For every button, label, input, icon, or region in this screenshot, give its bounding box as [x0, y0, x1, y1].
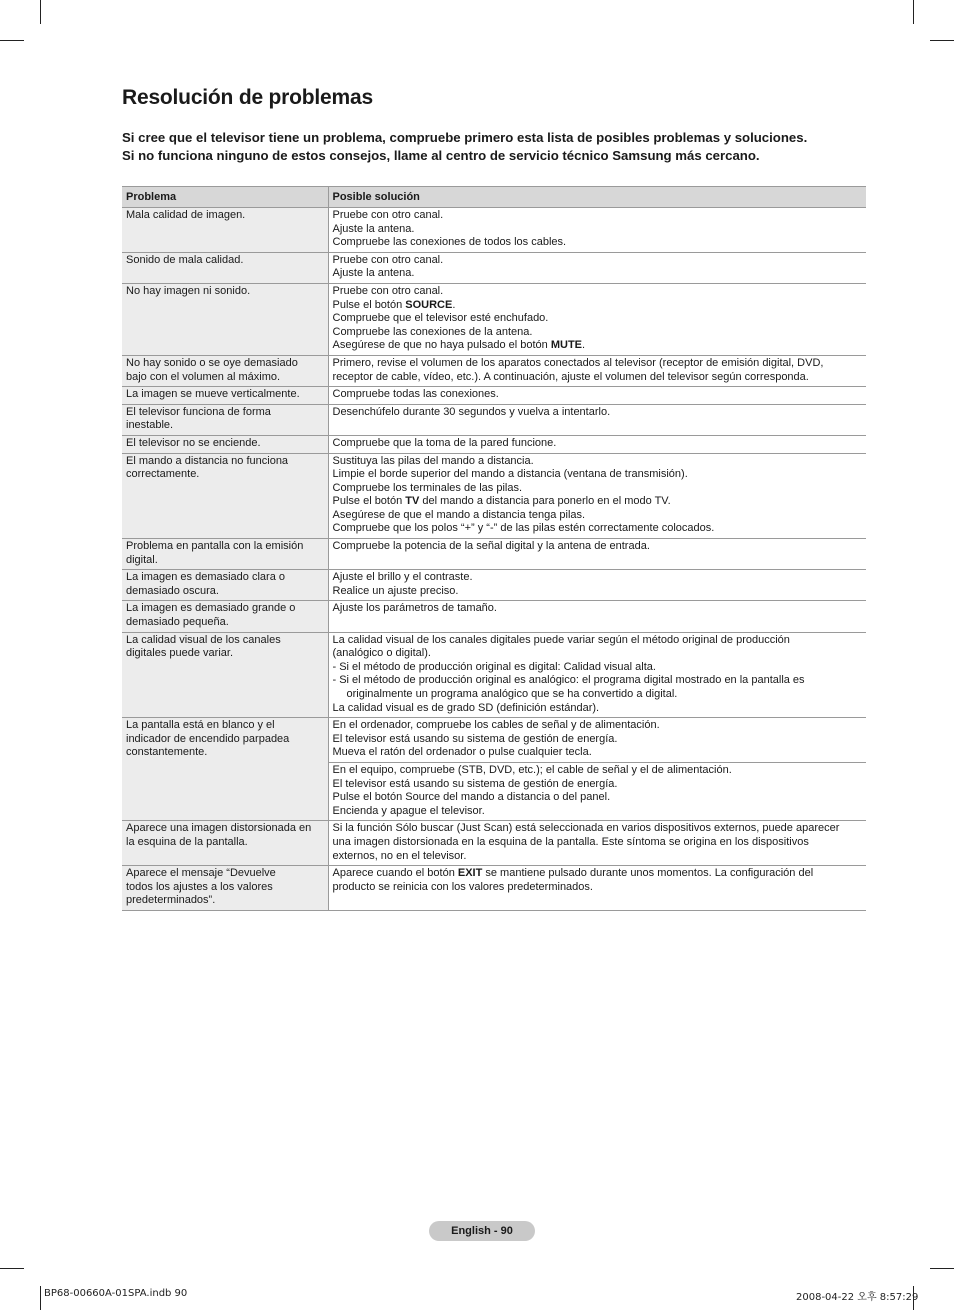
table-row	[122, 252, 866, 283]
problem-line: Problema en pantalla con la emisión	[126, 540, 304, 553]
problem-line: La imagen es demasiado grande o	[126, 602, 296, 615]
solution-cell	[328, 632, 866, 718]
problem-cell	[122, 283, 328, 355]
problem-line: demasiado oscura.	[126, 584, 219, 597]
solution-line: Desenchúfelo durante 30 segundos y vuelva a intentarlo.	[332, 405, 611, 418]
problem-cell	[122, 387, 328, 405]
solution-cell	[328, 821, 866, 866]
problem-line: Aparece una imagen distorsionada en	[126, 822, 312, 835]
solution-cell	[328, 435, 866, 453]
solution-cell	[328, 252, 866, 283]
crop-mark	[0, 40, 24, 41]
problem-cell	[122, 208, 328, 253]
table-row	[122, 387, 866, 405]
solution-cell	[328, 570, 866, 601]
problem-cell	[122, 601, 328, 632]
solution-text: del mando a distancia para ponerlo en el modo TV.	[419, 495, 671, 508]
solution-line: Compruebe que los polos “+” y “-” de las pilas estén correctamente colocados.	[332, 522, 715, 535]
problem-cell	[122, 718, 328, 821]
solution-line: En el equipo, compruebe (STB, DVD, etc.); el cable de señal y el de alimentación.	[332, 763, 732, 776]
problem-line: Sonido de mala calidad.	[126, 253, 244, 266]
problem-cell	[122, 355, 328, 386]
print-slug-date: 2008-04-22 오후 8:57:29	[796, 1292, 919, 1303]
solution-line: Pruebe con otro canal.	[332, 284, 444, 297]
solution-line: Realice un ajuste preciso.	[332, 584, 459, 597]
solution-line: Si la función Sólo buscar (Just Scan) está seleccionada en varios dispositivos externos, puede aparecer	[332, 822, 840, 835]
solution-cell	[328, 539, 866, 570]
solution-line: Compruebe todas las conexiones.	[332, 388, 499, 401]
solution-line: Compruebe la potencia de la señal digital y la antena de entrada.	[332, 540, 650, 553]
problem-line: La pantalla está en blanco y el	[126, 719, 275, 732]
solution-text: Asegúrese de que no haya pulsado el botón	[332, 339, 551, 352]
solution-line	[333, 299, 863, 313]
solution-line: Ajuste la antena.	[332, 267, 415, 280]
solution-cell	[328, 208, 866, 253]
solution-cell	[328, 762, 866, 820]
solution-line: Ajuste la antena.	[332, 222, 415, 235]
solution-line: - Si el método de producción original es digital: Calidad visual alta.	[332, 660, 656, 673]
solution-line	[333, 867, 863, 881]
solution-line: - Si el método de producción original es analógico: el programa digital mostrado en la pantalla es originalmente un programa analógico que se ha convertido a digital.	[332, 674, 805, 700]
problem-line: Mala calidad de imagen.	[126, 209, 246, 221]
solution-line: En el ordenador, compruebe los cables de señal y de alimentación.	[332, 719, 660, 732]
button-name: MUTE	[550, 339, 583, 352]
crop-mark	[40, 0, 41, 24]
solution-text: Aparece cuando el botón	[332, 867, 458, 880]
solution-line: El televisor está usando su sistema de gestión de energía.	[332, 777, 618, 790]
solution-line: Sustituya las pilas del mando a distancia.	[332, 454, 534, 467]
page-number-badge: English - 90	[429, 1221, 535, 1241]
problem-cell	[122, 453, 328, 539]
table-row	[122, 539, 866, 570]
problem-line: Aparece el mensaje “Devuelve	[126, 867, 276, 880]
print-slug-file: BP68-00660A-01SPA.indb 90	[44, 1288, 188, 1299]
table-row	[122, 404, 866, 435]
table-header-row	[122, 187, 866, 208]
table-row	[122, 632, 866, 718]
solution-line: Pruebe con otro canal.	[332, 253, 444, 266]
solution-cell	[328, 404, 866, 435]
table-row	[122, 601, 866, 632]
solution-line: externos, no en el televisor.	[332, 849, 467, 862]
table-row	[122, 821, 866, 866]
problem-line: El mando a distancia no funciona	[126, 454, 289, 467]
problem-line: bajo con el volumen al máximo.	[126, 370, 281, 383]
table-row	[122, 208, 866, 253]
solution-line: Pruebe con otro canal.	[332, 209, 444, 221]
page-title: Resolución de problemas	[122, 86, 373, 109]
solution-text: .	[582, 339, 586, 352]
solution-line: Pulse el botón Source del mando a distancia o del panel.	[332, 791, 611, 804]
solution-cell	[328, 601, 866, 632]
problem-line: La imagen se mueve verticalmente.	[126, 388, 300, 401]
solution-line: (analógico o digital).	[332, 647, 431, 660]
solution-line: Mueva el ratón del ordenador o pulse cualquier tecla.	[332, 746, 592, 759]
problem-line: predeterminados”.	[126, 894, 216, 907]
solution-line	[333, 495, 863, 509]
problem-cell	[122, 570, 328, 601]
problem-cell	[122, 821, 328, 866]
solution-line: Ajuste el brillo y el contraste.	[332, 571, 473, 584]
solution-line: una imagen distorsionada en la esquina de la pantalla. Este síntoma se origina en los dispositivos	[332, 835, 809, 848]
button-name: EXIT	[457, 867, 483, 880]
solution-line: El televisor está usando su sistema de gestión de energía.	[332, 732, 618, 745]
solution-cell	[328, 283, 866, 355]
crop-mark	[913, 0, 914, 24]
problem-line: todos los ajustes a los valores	[126, 880, 273, 893]
problem-line: El televisor funciona de forma	[126, 405, 271, 418]
solution-text: .	[452, 298, 456, 311]
header-solution: Posible solución	[328, 187, 866, 208]
crop-mark	[40, 1286, 41, 1310]
table-row	[122, 866, 866, 911]
solution-line: Compruebe que el televisor esté enchufado.	[332, 312, 549, 325]
problem-line: La imagen es demasiado clara o	[126, 571, 285, 584]
solution-line: producto se reinicia con los valores predeterminados.	[332, 880, 593, 893]
solution-cell	[328, 387, 866, 405]
problem-cell	[122, 252, 328, 283]
button-name: TV	[405, 495, 420, 508]
intro-line: Si cree que el televisor tiene un problema, compruebe primero esta lista de posibles problemas y soluciones.	[122, 130, 808, 145]
problem-line: No hay sonido o se oye demasiado	[126, 356, 298, 369]
problem-cell	[122, 539, 328, 570]
solution-line: Compruebe las conexiones de la antena.	[332, 325, 533, 338]
solution-cell	[328, 453, 866, 539]
problem-line: digitales puede variar.	[126, 647, 234, 660]
table-row	[122, 283, 866, 355]
solution-text: Pulse el botón	[332, 495, 406, 508]
intro-text	[122, 129, 882, 164]
solution-line: Ajuste los parámetros de tamaño.	[332, 602, 497, 615]
solution-text: se mantiene pulsado durante unos momentos. La configuración del	[482, 867, 814, 880]
solution-line: Encienda y apague el televisor.	[332, 804, 485, 817]
problem-cell	[122, 435, 328, 453]
problem-line: inestable.	[126, 419, 174, 432]
solution-line: Compruebe que la toma de la pared funcione.	[332, 436, 557, 449]
problem-line: El televisor no se enciende.	[126, 436, 261, 449]
solution-line: La calidad visual de los canales digitales puede variar según el método original de producción	[332, 633, 790, 646]
solution-cell	[328, 718, 866, 763]
solution-text: Pulse el botón	[332, 298, 406, 311]
solution-cell	[328, 355, 866, 386]
table-row	[122, 435, 866, 453]
problem-line: demasiado pequeña.	[126, 616, 229, 629]
problem-cell	[122, 404, 328, 435]
problem-line: No hay imagen ni sonido.	[126, 284, 251, 297]
solution-line: Limpie el borde superior del mando a distancia (ventana de transmisión).	[332, 468, 688, 481]
solution-line: La calidad visual es de grado SD (definición estándar).	[332, 701, 600, 714]
button-name: SOURCE	[405, 298, 453, 311]
problem-line: correctamente.	[126, 468, 200, 481]
crop-mark	[930, 40, 954, 41]
problem-line: constantemente.	[126, 746, 208, 759]
solution-line: receptor de cable, vídeo, etc.). A continuación, ajuste el volumen del televisor según corresponda.	[332, 370, 809, 383]
problem-line: digital.	[126, 553, 158, 566]
troubleshooting-table	[122, 186, 866, 911]
problem-cell	[122, 632, 328, 718]
problem-line: La calidad visual de los canales	[126, 633, 281, 646]
table-row	[122, 355, 866, 386]
table-row	[122, 718, 866, 763]
problem-line: indicador de encendido parpadea	[126, 732, 290, 745]
solution-line: Primero, revise el volumen de los aparatos conectados al televisor (receptor de emisión digital, DVD,	[332, 356, 824, 369]
solution-line: Compruebe las conexiones de todos los cables.	[332, 236, 567, 249]
table-body	[122, 208, 866, 911]
crop-mark	[0, 1268, 24, 1269]
solution-line: Asegúrese de que el mando a distancia tenga pilas.	[332, 508, 586, 521]
table-row	[122, 570, 866, 601]
solution-cell	[328, 866, 866, 911]
intro-line: Si no funciona ninguno de estos consejos, llame al centro de servicio técnico Samsung más cercano.	[122, 147, 760, 163]
crop-mark	[930, 1268, 954, 1269]
table-row	[122, 453, 866, 539]
problem-cell	[122, 866, 328, 911]
problem-line: la esquina de la pantalla.	[126, 835, 248, 848]
solution-line	[333, 339, 863, 353]
solution-line: Compruebe los terminales de las pilas.	[332, 481, 523, 494]
header-problem: Problema	[122, 187, 328, 208]
